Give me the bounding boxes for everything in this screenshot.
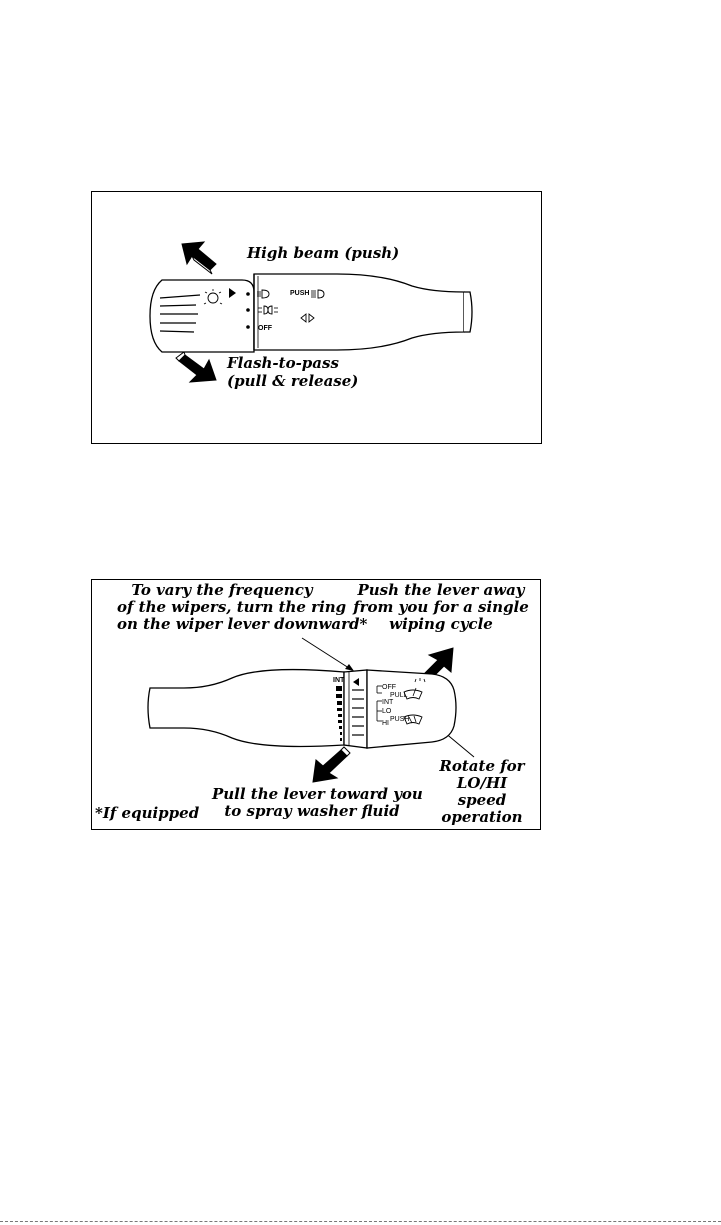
wiper-int-label: INT	[382, 699, 394, 706]
pull-lever-caption: Pull the lever toward you to spray washer fluid	[212, 785, 423, 820]
wiper-lever-diagram	[91, 579, 541, 830]
light-control-knob	[150, 280, 254, 352]
wiper-off-label: OFF	[382, 684, 396, 691]
rotate-caption: Rotate for LO/HI speed operation	[439, 757, 525, 826]
wiper-push-label: PUSH	[390, 716, 410, 723]
wiper-lever-body	[148, 670, 344, 747]
lever-body	[254, 274, 472, 350]
headlamp-lever-drawing	[92, 192, 543, 445]
push-lever-caption: Push the lever away from you for a single wiping cycle	[353, 581, 529, 633]
footnote: *If equipped	[95, 804, 200, 822]
pull-toward-arrow-icon	[313, 747, 350, 782]
flash-to-pass-caption: Flash-to-pass	[227, 354, 339, 372]
push-label: PUSH	[290, 290, 310, 297]
wiper-hi-label: HI	[382, 720, 389, 727]
high-beam-arrow-icon	[182, 242, 216, 274]
wiper-speed-knob	[367, 670, 456, 748]
headlamp-lever-diagram	[91, 191, 542, 444]
flash-to-pass-arrow-icon	[176, 352, 216, 382]
ring-int-label: INT	[333, 677, 345, 684]
frequency-caption: To vary the frequency of the wipers, turn the ring on the wiper lever downward*	[117, 581, 368, 633]
page-bottom-edge	[0, 1221, 721, 1222]
headlamp-off-label: OFF	[258, 325, 272, 332]
flash-to-pass-caption-line2: (pull & release)	[227, 372, 359, 390]
high-beam-caption: High beam (push)	[247, 244, 400, 262]
wiper-pull-label: PULL	[390, 692, 408, 699]
wiper-lo-label: LO	[382, 708, 392, 715]
